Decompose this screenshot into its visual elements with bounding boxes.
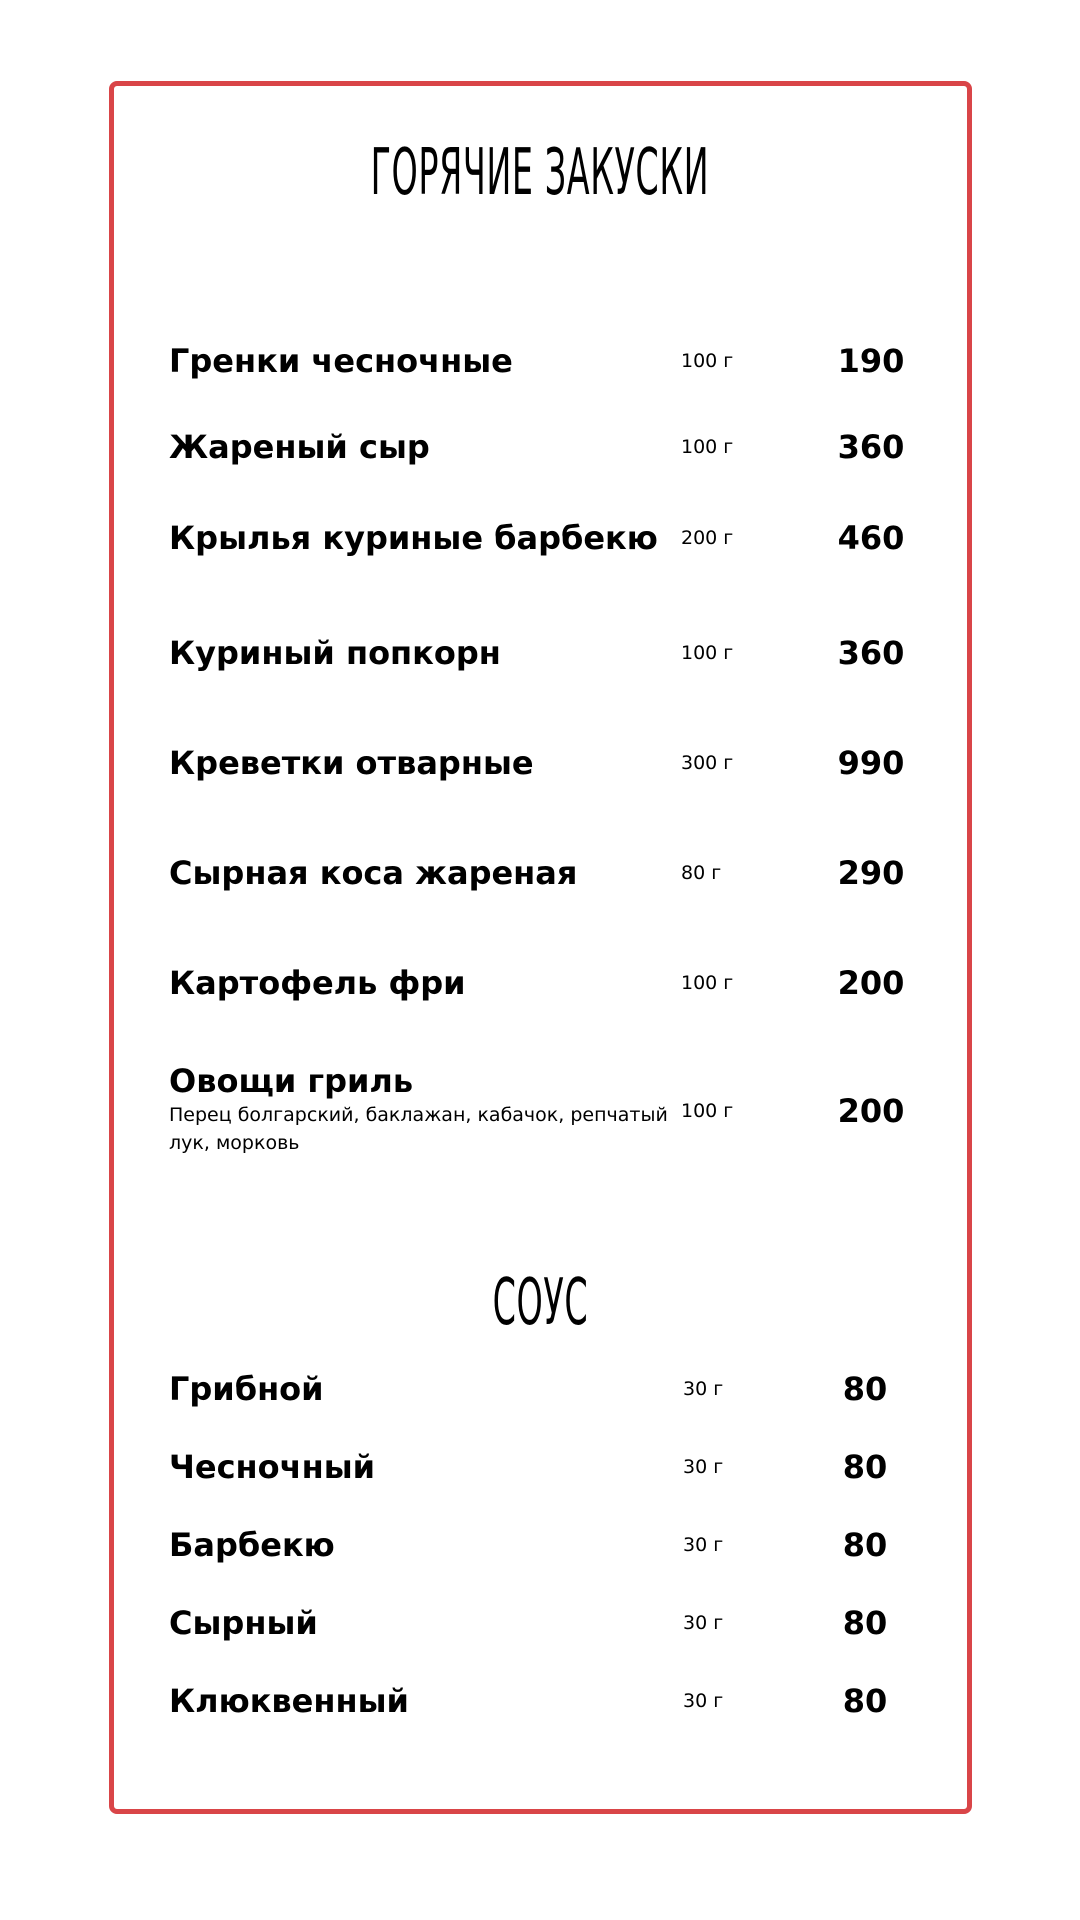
item-price: 200	[837, 964, 905, 1002]
item-name: Жареный сыр	[169, 428, 430, 466]
item-weight: 30 г	[683, 1612, 724, 1634]
item-weight: 200 г	[681, 527, 734, 549]
item-name: Картофель фри	[169, 964, 466, 1002]
item-price: 80	[842, 1448, 888, 1486]
item-price: 360	[837, 634, 905, 672]
item-name: Чесночный	[169, 1448, 376, 1486]
item-price: 290	[837, 854, 905, 892]
item-weight: 80 г	[681, 862, 722, 884]
item-price: 990	[837, 744, 905, 782]
item-weight: 100 г	[681, 436, 734, 458]
item-price: 80	[842, 1370, 888, 1408]
item-price: 460	[837, 519, 905, 557]
item-name: Сырная коса жареная	[169, 854, 578, 892]
item-price: 200	[837, 1092, 905, 1130]
item-name: Барбекю	[169, 1526, 335, 1564]
item-name: Сырный	[169, 1604, 318, 1642]
item-name: Крылья куриные барбекю	[169, 519, 658, 557]
item-weight: 30 г	[683, 1690, 724, 1712]
item-name: Креветки отварные	[169, 744, 534, 782]
item-price: 80	[842, 1682, 888, 1720]
item-weight: 300 г	[681, 752, 734, 774]
item-weight: 30 г	[683, 1456, 724, 1478]
item-name: Гренки чесночные	[169, 342, 513, 380]
section-title-sauce	[0, 1268, 1080, 1338]
item-weight: 30 г	[683, 1378, 724, 1400]
item-weight: 30 г	[683, 1534, 724, 1556]
item-weight: 100 г	[681, 642, 734, 664]
item-weight: 100 г	[681, 972, 734, 994]
sauce-title-text: СОУС	[492, 1266, 588, 1340]
section-title-hot-snacks	[0, 138, 1080, 208]
item-name: Грибной	[169, 1370, 324, 1408]
item-weight: 100 г	[681, 350, 734, 372]
item-name: Овощи гриль	[169, 1062, 414, 1100]
item-price: 190	[837, 342, 905, 380]
item-name: Клюквенный	[169, 1682, 409, 1720]
item-description: Перец болгарский, баклажан, кабачок, репчатый лук, морковь	[169, 1104, 668, 1154]
hot-snacks-title-text: ГОРЯЧИЕ ЗАКУСКИ	[370, 136, 710, 210]
item-price: 80	[842, 1526, 888, 1564]
item-price: 360	[837, 428, 905, 466]
item-price: 80	[842, 1604, 888, 1642]
item-weight: 100 г	[681, 1100, 734, 1122]
item-name: Куриный попкорн	[169, 634, 501, 672]
